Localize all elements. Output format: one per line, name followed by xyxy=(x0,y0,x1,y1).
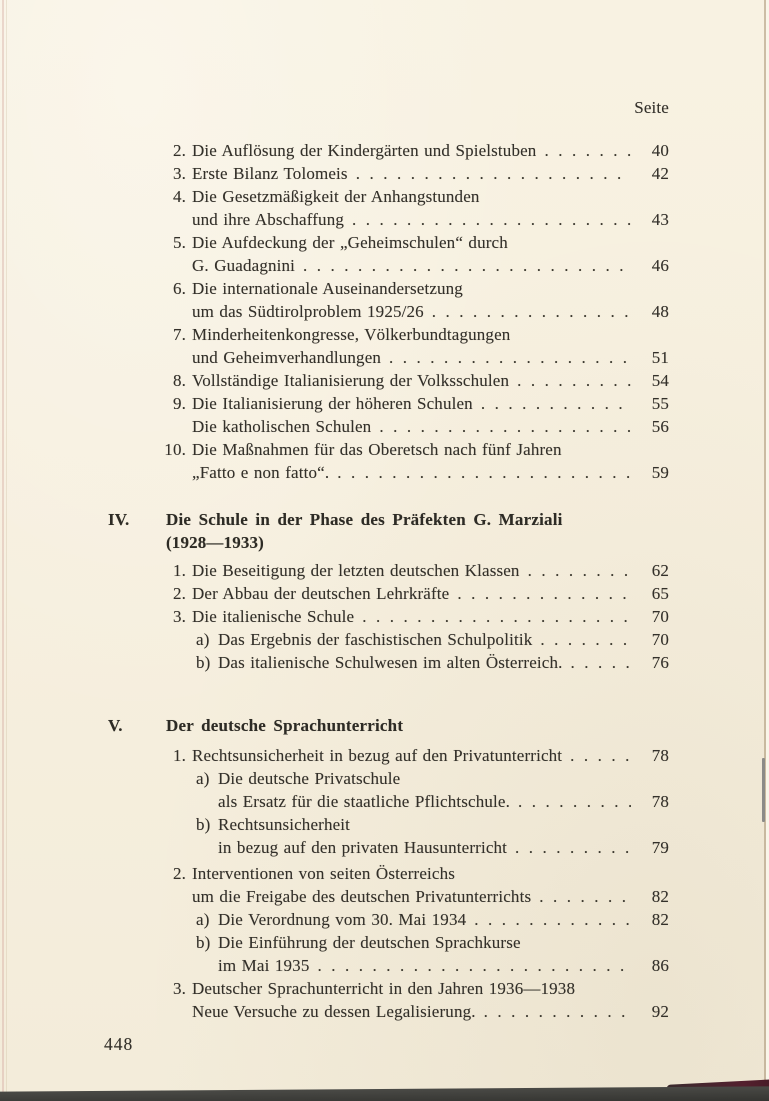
dot-leader xyxy=(515,836,631,859)
toc-entry-text: Vollständige Italianisierung der Volksschulen xyxy=(192,371,510,390)
toc-entry-page: 48 xyxy=(651,302,669,321)
dot-leader xyxy=(389,346,631,369)
toc-subentry xyxy=(0,931,769,954)
toc-entry-text: Die Italianisierung der höheren Schulen xyxy=(192,394,473,413)
dot-leader xyxy=(518,790,631,813)
toc-subentry-page: 79 xyxy=(651,838,669,857)
section-title: Der deutsche Sprachunterricht xyxy=(166,716,404,735)
toc-subentry-page: 86 xyxy=(651,956,669,975)
toc-entry-number: 6. xyxy=(172,279,186,298)
toc-subentry-page: 78 xyxy=(651,792,669,811)
toc-subentry-text: Das Ergebnis der faschistischen Schulpolitik xyxy=(218,630,533,649)
dot-leader xyxy=(571,651,631,674)
dot-leader xyxy=(517,369,631,392)
toc-entry-continuation xyxy=(0,1000,769,1023)
toc-entry-continuation xyxy=(0,415,769,438)
toc-entry-text: Die Beseitigung der letzten deutschen Klassen xyxy=(192,561,520,580)
page-edge-mark xyxy=(762,758,765,822)
toc-entry-number: 10. xyxy=(164,440,186,459)
section-title: Die Schule in der Phase des Präfekten G. Marziali xyxy=(166,510,563,529)
toc-subentry-text: als Ersatz für die staatliche Pflichtschule. xyxy=(218,792,511,811)
toc-entry-continuation xyxy=(0,885,769,908)
toc-subentry-text: in bezug auf den privaten Hausunterricht xyxy=(218,838,508,857)
toc-subentry-continuation xyxy=(0,790,769,813)
toc-entry-text: Neue Versuche zu dessen Legalisierung. xyxy=(192,1002,476,1021)
toc-subentry-text: Die Verordnung vom 30. Mai 1934 xyxy=(218,910,467,929)
toc-entry-page: 51 xyxy=(651,348,669,367)
toc-entry-text: um das Südtirolproblem 1925/26 xyxy=(192,302,424,321)
toc-entry-number: 1. xyxy=(172,746,186,765)
toc-entry-page: 40 xyxy=(651,141,669,160)
dot-leader xyxy=(544,139,631,162)
left-page-edge-shadow xyxy=(6,0,7,1101)
toc-entry xyxy=(0,369,769,392)
toc-entry xyxy=(0,392,769,415)
toc-entry xyxy=(0,862,769,885)
toc-entry-continuation xyxy=(0,346,769,369)
toc-entry-text: Deutscher Sprachunterricht in den Jahren 1936—1938 xyxy=(192,979,576,998)
toc-entry-page: 92 xyxy=(651,1002,669,1021)
toc-entry-number: 4. xyxy=(172,187,186,206)
bottom-scan-edge-band xyxy=(0,1086,769,1101)
toc-entry-text: G. Guadagnini xyxy=(192,256,296,275)
toc-entry xyxy=(0,977,769,1000)
section-roman-numeral: IV. xyxy=(108,510,130,529)
section-roman-numeral: V. xyxy=(108,716,123,735)
toc-subentry-text: im Mai 1935 xyxy=(218,956,310,975)
toc-entry-number: 7. xyxy=(172,325,186,344)
toc-entry-text: und Geheimverhandlungen xyxy=(192,348,382,367)
page-column-header xyxy=(0,96,769,119)
toc-entry-text: Die italienische Schule xyxy=(192,607,355,626)
toc-entry-number: 2. xyxy=(172,141,186,160)
toc-entry xyxy=(0,162,769,185)
dot-leader xyxy=(432,300,631,323)
toc-entry xyxy=(0,582,769,605)
toc-entry-number: 3. xyxy=(172,164,186,183)
toc-subentry xyxy=(0,651,769,674)
toc-subentry xyxy=(0,767,769,790)
toc-subentry-text: Die deutsche Privatschule xyxy=(218,769,401,788)
dot-leader xyxy=(570,744,631,767)
toc-entry xyxy=(0,438,769,461)
toc-entry xyxy=(0,139,769,162)
toc-entry-text: Die katholischen Schulen xyxy=(192,417,372,436)
toc-entry-number: 8. xyxy=(172,371,186,390)
toc-subentry-text: Rechtsunsicherheit xyxy=(218,815,351,834)
toc-entry xyxy=(0,744,769,767)
toc-entry-continuation xyxy=(0,300,769,323)
section-heading xyxy=(0,714,769,737)
toc-entry-text: Die Aufdeckung der „Geheimschulen“ durch xyxy=(192,233,508,252)
dot-leader xyxy=(303,254,631,277)
toc-subentry-letter: b) xyxy=(196,653,211,672)
toc-entry-number: 3. xyxy=(172,979,186,998)
toc-entry-number: 1. xyxy=(172,561,186,580)
dot-leader xyxy=(352,208,631,231)
toc-entry-continuation xyxy=(0,461,769,484)
toc-entry-text: Die Maßnahmen für das Oberetsch nach fünf Jahren xyxy=(192,440,562,459)
toc-entry-number: 5. xyxy=(172,233,186,252)
toc-entry-text: und ihre Abschaffung xyxy=(192,210,344,229)
toc-entry-page: 62 xyxy=(651,561,669,580)
left-page-edge-line xyxy=(2,0,4,1101)
toc-entry-text: Erste Bilanz Tolomeis xyxy=(192,164,348,183)
toc-subentry-letter: b) xyxy=(196,933,211,952)
toc-subentry-page: 82 xyxy=(651,910,669,929)
toc-entry-text: „Fatto e non fatto“. xyxy=(192,463,330,482)
toc-subentry-letter: a) xyxy=(196,910,210,929)
toc-subentry-text: Die Einführung der deutschen Sprachkurse xyxy=(218,933,521,952)
toc-entry-text: Die internationale Auseinandersetzung xyxy=(192,279,463,298)
toc-entry-text: Interventionen von seiten Österreichs xyxy=(192,864,455,883)
right-page-edge-line xyxy=(764,0,766,1101)
toc-entry-text: Der Abbau der deutschen Lehrkräfte xyxy=(192,584,450,603)
toc-subentry xyxy=(0,908,769,931)
toc-entry-page: 82 xyxy=(651,887,669,906)
toc-subentry-letter: a) xyxy=(196,769,210,788)
toc-entry-page: 78 xyxy=(651,746,669,765)
toc-entry-page: 55 xyxy=(651,394,669,413)
dot-leader xyxy=(356,162,631,185)
seite-label: Seite xyxy=(634,98,669,117)
dot-leader xyxy=(528,559,631,582)
section-title-years: (1928—1933) xyxy=(166,533,264,552)
dot-leader xyxy=(362,605,631,628)
toc-subentry-continuation xyxy=(0,954,769,977)
toc-entry xyxy=(0,323,769,346)
toc-entry xyxy=(0,605,769,628)
dot-leader xyxy=(540,628,631,651)
section-heading-line2 xyxy=(0,531,769,554)
toc-entry-page: 43 xyxy=(651,210,669,229)
section-heading xyxy=(0,508,769,531)
toc-entry xyxy=(0,185,769,208)
toc-entry-text: Die Gesetzmäßigkeit der Anhangstunden xyxy=(192,187,480,206)
toc-entry-page: 59 xyxy=(651,463,669,482)
toc-entry-number: 9. xyxy=(172,394,186,413)
toc-entry-page: 46 xyxy=(651,256,669,275)
toc-entry-text: Die Auflösung der Kindergärten und Spielstuben xyxy=(192,141,537,160)
toc-subentry-letter: a) xyxy=(196,630,210,649)
toc-subentry-page: 70 xyxy=(651,630,669,649)
dot-leader xyxy=(337,461,631,484)
dot-leader xyxy=(379,415,631,438)
toc-entry-text: um die Freigabe des deutschen Privatunterrichts xyxy=(192,887,532,906)
toc-entry-page: 42 xyxy=(651,164,669,183)
page-number: 448 xyxy=(104,1034,134,1054)
dot-leader xyxy=(539,885,631,908)
toc-entry-page: 65 xyxy=(651,584,669,603)
dot-leader xyxy=(457,582,631,605)
dot-leader xyxy=(317,954,631,977)
toc-entry-page: 70 xyxy=(651,607,669,626)
toc-entry xyxy=(0,277,769,300)
toc-subentry-page: 76 xyxy=(651,653,669,672)
dot-leader xyxy=(474,908,631,931)
toc-subentry-continuation xyxy=(0,836,769,859)
toc-entry xyxy=(0,559,769,582)
toc-entry-number: 2. xyxy=(172,584,186,603)
toc-subentry-text: Das italienische Schulwesen im alten Österreich. xyxy=(218,653,563,672)
toc-entry-continuation xyxy=(0,208,769,231)
toc-subentry-letter: b) xyxy=(196,815,211,834)
toc-entry-page: 54 xyxy=(651,371,669,390)
toc-entry-text: Minderheitenkongresse, Völkerbundtagungen xyxy=(192,325,511,344)
toc-subentry xyxy=(0,628,769,651)
toc-entry-number: 2. xyxy=(172,864,186,883)
dot-leader xyxy=(481,392,631,415)
toc-entry xyxy=(0,231,769,254)
toc-entry-page: 56 xyxy=(651,417,669,436)
toc-entry-text: Rechtsunsicherheit in bezug auf den Privatunterricht xyxy=(192,746,563,765)
toc-entry-continuation xyxy=(0,254,769,277)
dot-leader xyxy=(484,1000,631,1023)
toc-subentry xyxy=(0,813,769,836)
toc-entry-number: 3. xyxy=(172,607,186,626)
